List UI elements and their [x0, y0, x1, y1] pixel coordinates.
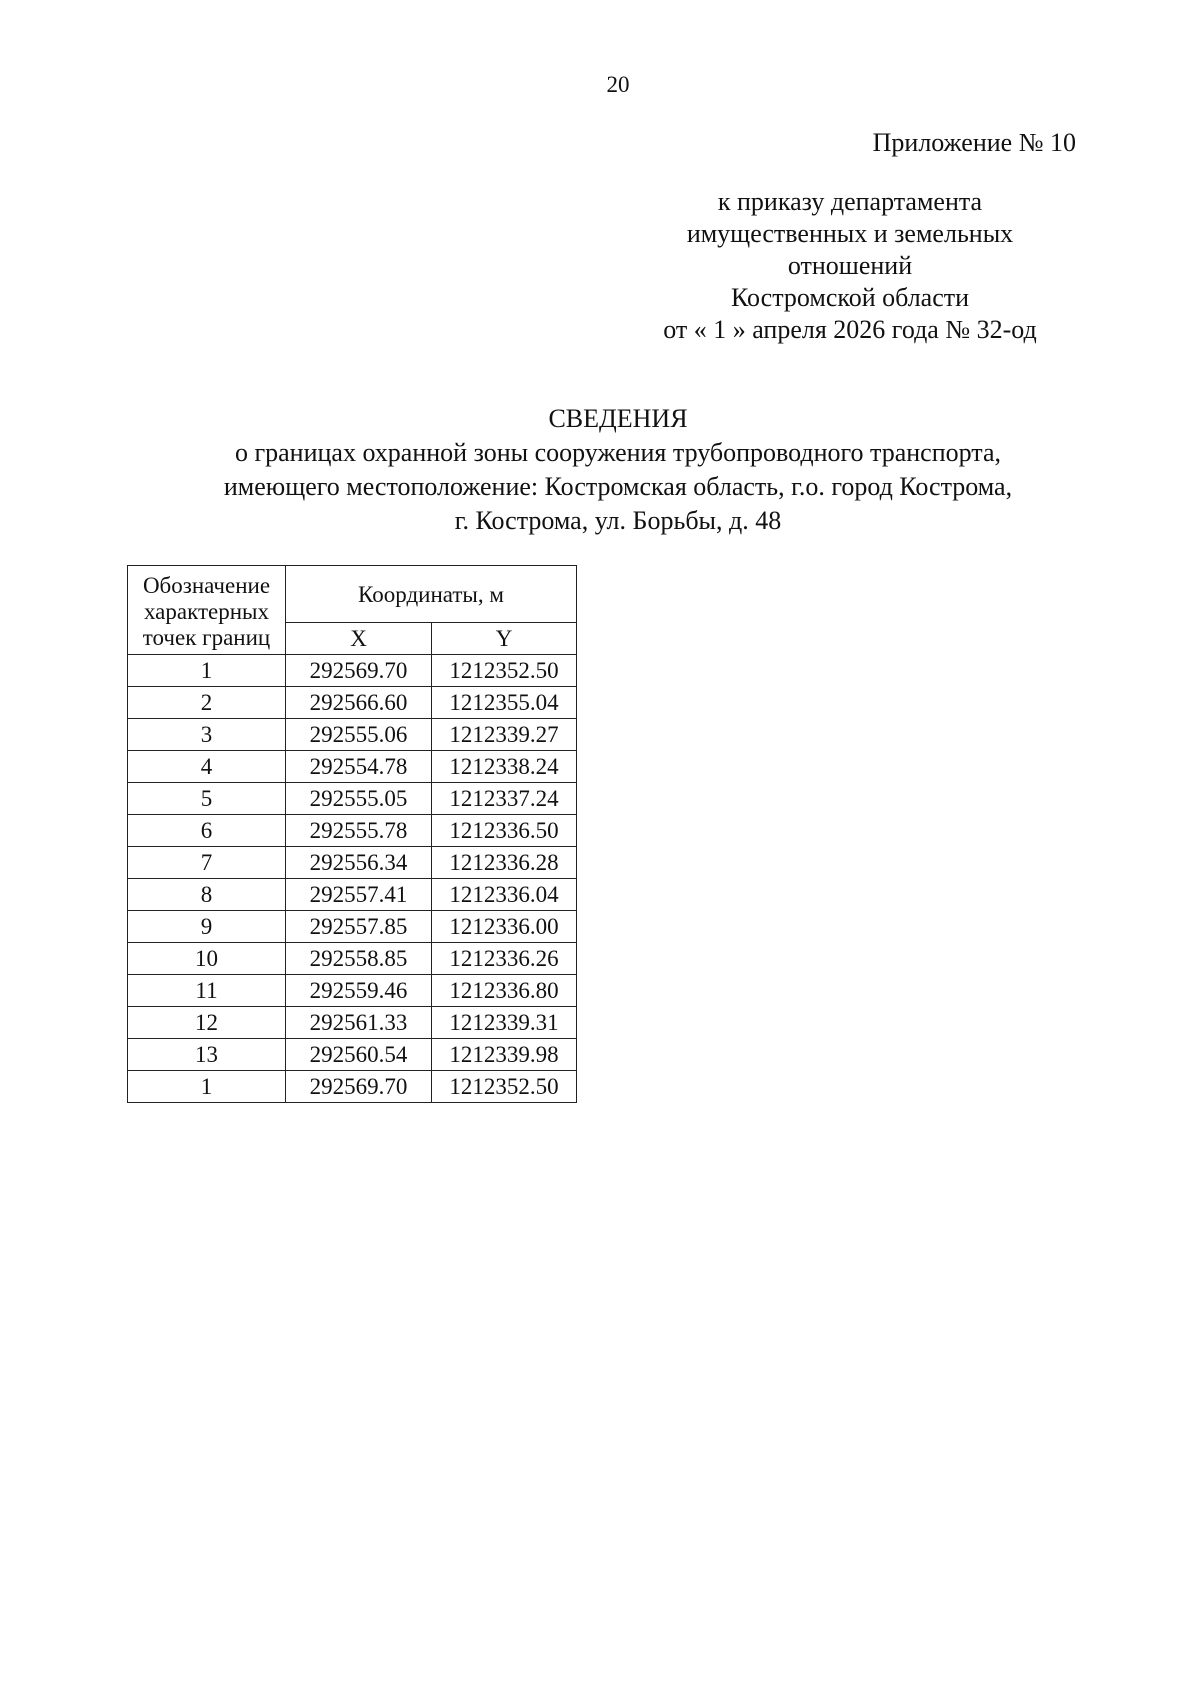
cell-point: 11 — [128, 975, 286, 1007]
order-line: Костромской области — [730, 283, 970, 312]
cell-y: 1212336.50 — [432, 815, 577, 847]
table-row — [128, 943, 577, 975]
cell-point: 5 — [128, 783, 286, 815]
heading-line: о границах охранной зоны сооружения трубопроводного транспорта, — [234, 438, 1002, 467]
cell-point: 4 — [128, 751, 286, 783]
table-row — [128, 911, 577, 943]
appendix-title: Приложение № 10 — [872, 128, 1076, 157]
table-header-row — [128, 566, 577, 623]
table-row — [128, 1071, 577, 1103]
cell-point: 3 — [128, 719, 286, 751]
order-date-number: от « 1 » апреля 2026 года № 32-од — [663, 315, 1037, 344]
order-reference — [600, 186, 1100, 346]
cell-y: 1212339.27 — [432, 719, 577, 751]
cell-point: 9 — [128, 911, 286, 943]
cell-y: 1212339.98 — [432, 1039, 577, 1071]
cell-point: 10 — [128, 943, 286, 975]
cell-x: 292569.70 — [286, 655, 432, 687]
cell-point: 8 — [128, 879, 286, 911]
cell-x: 292566.60 — [286, 687, 432, 719]
cell-y: 1212355.04 — [432, 687, 577, 719]
cell-x: 292555.05 — [286, 783, 432, 815]
cell-x: 292560.54 — [286, 1039, 432, 1071]
table-row — [128, 879, 577, 911]
cell-y: 1212336.80 — [432, 975, 577, 1007]
header-point-designation — [128, 566, 286, 655]
cell-x: 292557.85 — [286, 911, 432, 943]
header-point-line: точек границ — [142, 625, 271, 650]
cell-point: 12 — [128, 1007, 286, 1039]
cell-point: 2 — [128, 687, 286, 719]
cell-x: 292556.34 — [286, 847, 432, 879]
table-row — [128, 847, 577, 879]
order-line: к приказу департамента — [717, 187, 983, 216]
table-row — [128, 783, 577, 815]
cell-y: 1212336.26 — [432, 943, 577, 975]
order-line: имущественных и земельных — [686, 219, 1014, 248]
cell-y: 1212338.24 — [432, 751, 577, 783]
table-row — [128, 815, 577, 847]
table-row — [128, 1007, 577, 1039]
heading-line: г. Кострома, ул. Борьбы, д. 48 — [454, 506, 782, 535]
header-point-line: характерных — [143, 599, 269, 624]
table-row — [128, 687, 577, 719]
table-row — [128, 1039, 577, 1071]
order-line: отношений — [787, 251, 913, 280]
cell-y: 1212339.31 — [432, 1007, 577, 1039]
cell-y: 1212336.04 — [432, 879, 577, 911]
cell-y: 1212352.50 — [432, 655, 577, 687]
header-y: Y — [432, 623, 577, 655]
cell-y: 1212352.50 — [432, 1071, 577, 1103]
cell-x: 292555.06 — [286, 719, 432, 751]
page-number: 20 — [606, 72, 630, 97]
document-heading — [0, 402, 1200, 538]
cell-y: 1212337.24 — [432, 783, 577, 815]
coordinates-table — [127, 565, 577, 1103]
cell-point: 7 — [128, 847, 286, 879]
header-coordinates: Координаты, м — [286, 566, 577, 623]
cell-point: 1 — [128, 655, 286, 687]
cell-y: 1212336.00 — [432, 911, 577, 943]
header-point-line: Обозначение — [142, 573, 271, 598]
heading-line: имеющего местоположение: Костромская область, г.о. город Кострома, — [223, 472, 1013, 501]
cell-x: 292555.78 — [286, 815, 432, 847]
cell-y: 1212336.28 — [432, 847, 577, 879]
table-row — [128, 975, 577, 1007]
table-row — [128, 719, 577, 751]
cell-x: 292554.78 — [286, 751, 432, 783]
cell-x: 292557.41 — [286, 879, 432, 911]
heading-title: СВЕДЕНИЯ — [548, 404, 688, 433]
cell-x: 292561.33 — [286, 1007, 432, 1039]
cell-point: 1 — [128, 1071, 286, 1103]
cell-x: 292559.46 — [286, 975, 432, 1007]
cell-x: 292569.70 — [286, 1071, 432, 1103]
table-row — [128, 751, 577, 783]
table-row — [128, 655, 577, 687]
cell-point: 6 — [128, 815, 286, 847]
header-x: X — [286, 623, 432, 655]
cell-point: 13 — [128, 1039, 286, 1071]
cell-x: 292558.85 — [286, 943, 432, 975]
